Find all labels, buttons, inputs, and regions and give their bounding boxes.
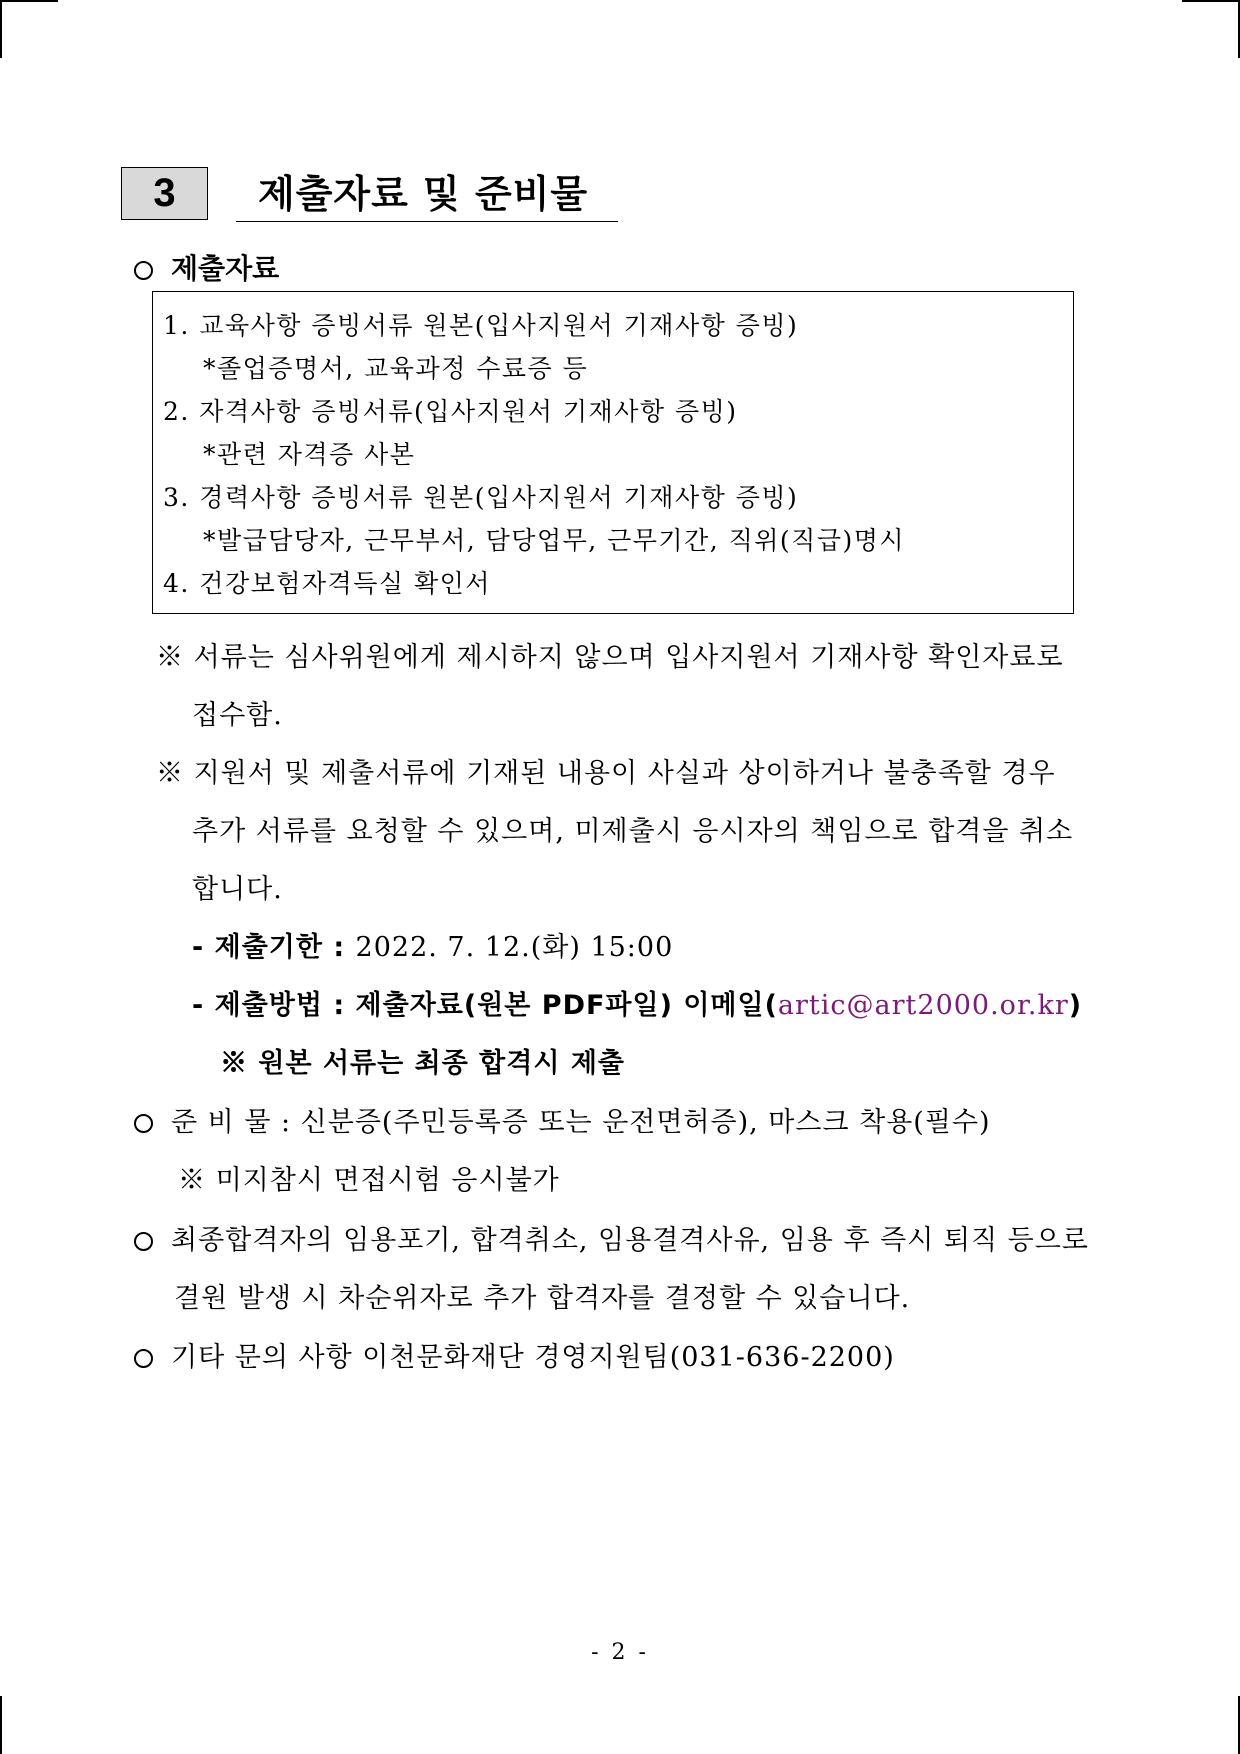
final-line-1: 최종합격자의 임용포기, 합격취소, 임용결격사유, 임용 후 즉시 퇴직 등으로 [171,1225,1089,1256]
final-row [134,1218,1089,1257]
crop-mark-top-right-h [1182,0,1240,2]
preparation-note: ※ 미지참시 면접시험 응시불가 [178,1165,560,1196]
note-line: ※ 서류는 심사위원에게 제시하지 않으며 입사지원서 기재사항 확인자료로 [156,642,1064,673]
note-line: 추가 서류를 요청할 수 있으며, 미제출시 응시자의 책임으로 합격을 취소 [192,816,1074,847]
deadline-value: 2022. 7. 12.(화) 15:00 [355,932,674,963]
section-number: 3 [121,167,208,220]
documents-item: 4. 건강보험자격득실 확인서 [163,569,491,598]
documents-item: 1. 교육사항 증빙서류 원본(입사지원서 기재사항 증빙) [163,311,799,340]
inquiry-row [134,1335,895,1374]
method-suffix: ) [1068,990,1083,1021]
note-line: 합니다. [192,874,283,905]
section-title: 제출자료 및 준비물 [236,168,618,222]
documents-subitem: *관련 자격증 사본 [203,440,416,469]
submission-heading-row [134,247,279,287]
crop-mark-bottom-right-v [1238,1696,1240,1754]
method-value: 제출자료(원본 PDF파일) 이메일( [355,990,778,1021]
note-line: 접수함. [192,700,283,731]
page-number: - 2 - [591,1640,649,1665]
method-label: - 제출방법 : [192,990,346,1021]
documents-subitem: *졸업증명서, 교육과정 수료증 등 [203,354,589,383]
note-line: ※ 지원서 및 제출서류에 기재된 내용이 사실과 상이하거나 불충족할 경우 [156,758,1056,789]
bullet-circle-icon [134,1114,153,1133]
method-row [192,983,1082,1022]
email-link[interactable]: artic@art2000.or.kr [777,990,1069,1021]
crop-mark-top-right-v [1238,0,1240,58]
bullet-circle-icon [134,1232,153,1251]
deadline-label: - 제출기한 : [192,932,346,963]
documents-subitem: *발급담당자, 근무부서, 담당업무, 근무기간, 직위(직급)명시 [203,526,906,555]
documents-item: 3. 경력사항 증빙서류 원본(입사지원서 기재사항 증빙) [163,483,799,512]
documents-item: 2. 자격사항 증빙서류(입사지원서 기재사항 증빙) [163,397,738,426]
bullet-circle-icon [134,1349,153,1368]
bullet-circle-icon [134,261,153,280]
documents-box [152,291,1074,614]
preparation-row [134,1100,991,1139]
inquiry-text: 기타 문의 사항 이천문화재단 경영지원팀(031-636-2200) [171,1342,895,1373]
crop-mark-top-left-h [0,0,58,2]
deadline-row [192,925,673,964]
preparation-text: 준 비 물 : 신분증(주민등록증 또는 운전면허증), 마스크 착용(필수) [171,1107,991,1138]
submission-heading: 제출자료 [171,252,280,285]
crop-mark-top-left-v [0,0,2,58]
crop-mark-bottom-left-v [0,1696,2,1754]
original-note: ※ 원본 서류는 최종 합격시 제출 [220,1048,625,1079]
final-line-2: 결원 발생 시 차순위자로 추가 합격자를 결정할 수 있습니다. [174,1283,911,1314]
